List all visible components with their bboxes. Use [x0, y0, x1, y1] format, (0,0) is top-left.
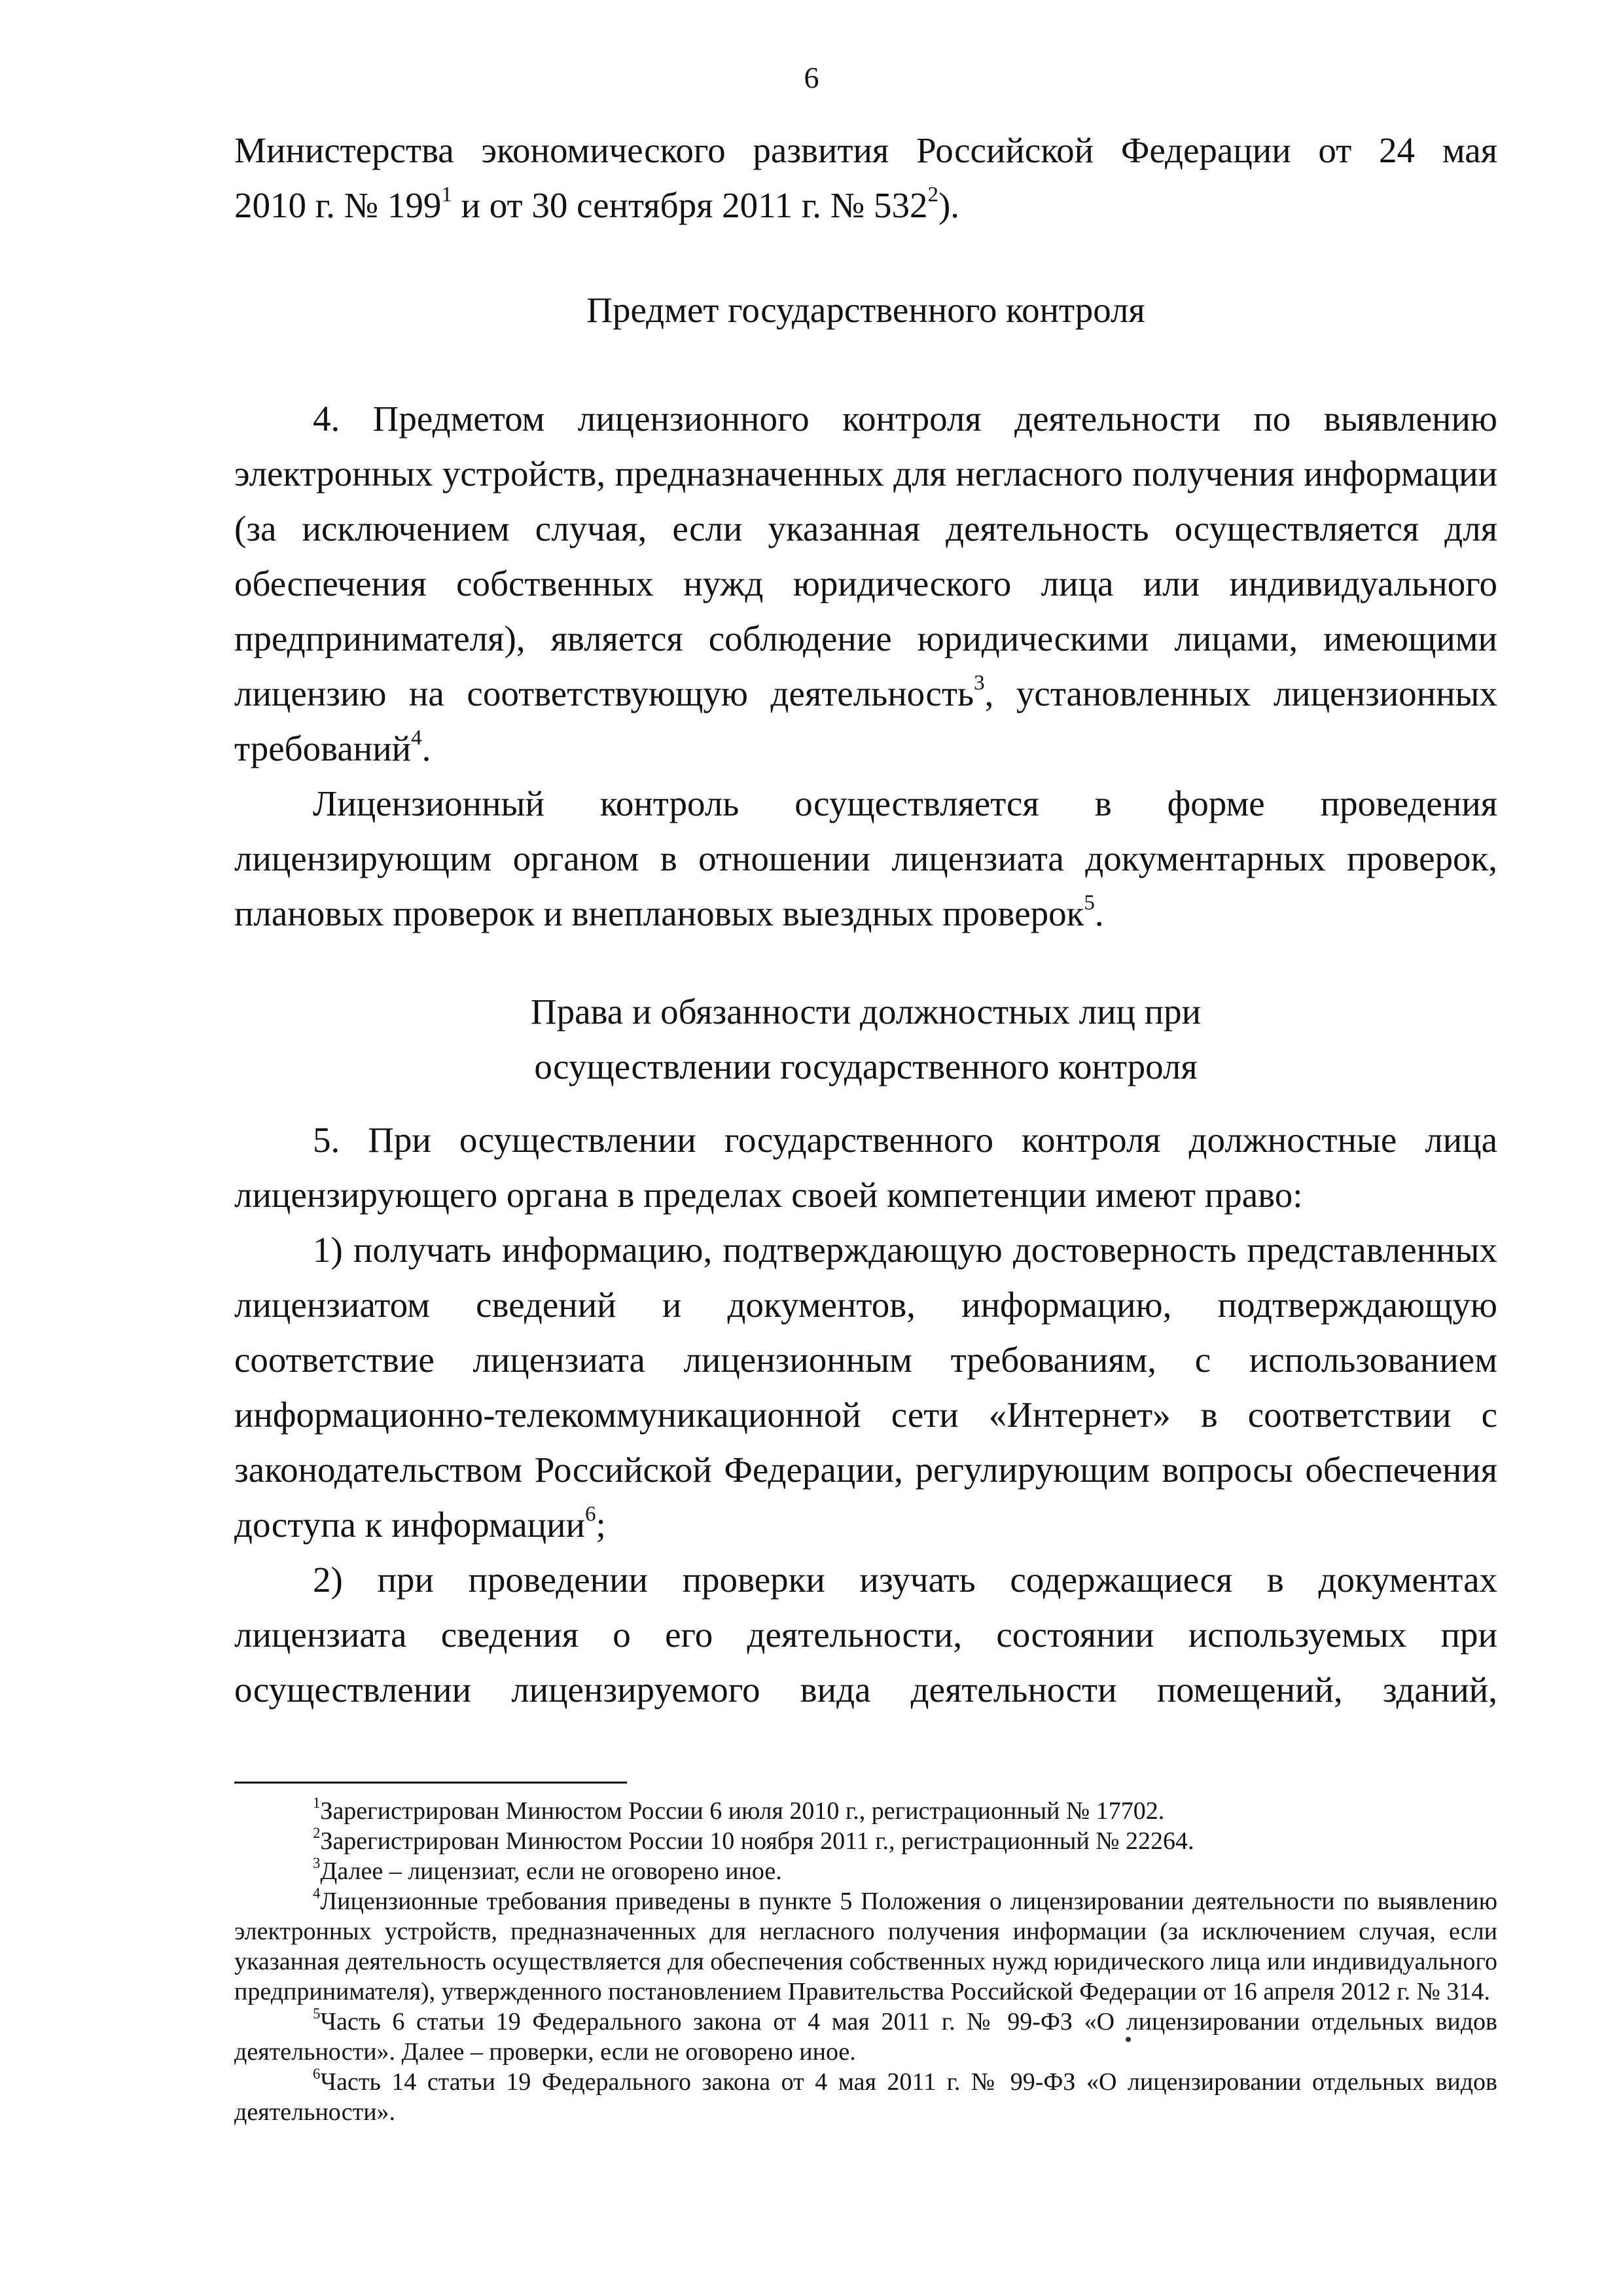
section-heading-rights-line-2: осуществлении государственного контроля — [534, 1047, 1198, 1086]
paragraph-4-block — [234, 391, 1497, 941]
footnote-number: 3 — [313, 1854, 321, 1871]
paragraph-5-block — [234, 1113, 1497, 1717]
footnote-text: Часть 14 статьи 19 Федерального закона от 4 мая 2011 г. № 99-ФЗ «О лицензировании отдельных видов деятельности». — [234, 2068, 1497, 2126]
footnote-ref-1: 1 — [441, 183, 452, 207]
paragraph-5: 5. При осуществлении государственного контроля должностные лица лицензирующего органа в пределах своей компетенции имеют право: — [234, 1120, 1497, 1215]
footnote-text: Зарегистрирован Минюстом России 6 июля 2010 г., регистрационный № 17702. — [320, 1797, 1165, 1825]
section-heading-subject: Предмет государственного контроля — [586, 290, 1145, 330]
list-item-1-text: 1) получать информацию, подтверждающую достоверность представленных лицензиатом сведений и документов, информацию, подтверждающую соответствие лицензиата лицензионным требованиям, с использованием информационно-телекоммуникационной сети «Интернет» в соответствии с законодательством Российской Федерации, регулирующим вопросы обеспечения доступа к информации — [234, 1230, 1497, 1545]
list-item-1 — [234, 1223, 1497, 1552]
footnote-number: 5 — [313, 2005, 321, 2022]
footnote-number: 4 — [313, 1884, 321, 1901]
footnote-ref-6: 6 — [584, 1502, 596, 1526]
footnote-ref-3: 3 — [974, 671, 985, 695]
footnote-1 — [234, 1796, 1497, 1826]
footnote-text: Далее – лицензиат, если не оговорено иное. — [320, 1857, 782, 1885]
paragraph-4-text-b: , установленных лицензионных требований — [234, 673, 1497, 768]
footnote-5 — [234, 2007, 1497, 2067]
footnote-ref-5: 5 — [1084, 891, 1095, 915]
footnotes — [234, 1796, 1497, 2127]
footnote-number: 2 — [313, 1824, 321, 1841]
footnote-ref-4: 4 — [411, 726, 422, 750]
footnote-6 — [234, 2067, 1497, 2127]
footnote-number: 6 — [313, 2065, 321, 2082]
footnote-3 — [234, 1856, 1497, 1886]
scan-speck — [1126, 2037, 1131, 2042]
paragraph-4b-end: . — [1094, 893, 1104, 933]
footnote-2 — [234, 1826, 1497, 1856]
intro-ref-2: и от 30 сентября 2011 г. № 532 — [452, 185, 928, 225]
footnote-ref-2: 2 — [927, 183, 938, 207]
list-item-2: 2) при проведении проверки изучать содержащиеся в документах лицензиата сведения о его деятельности, состоянии используемых при осуществлении лицензируемого вида деятельности помещений, зданий, — [234, 1560, 1497, 1710]
footnote-text: Часть 6 статьи 19 Федерального закона от 4 мая 2011 г. № 99-ФЗ «О лицензировании отдельных видов деятельности». Далее – проверки, если не оговорено иное. — [234, 2008, 1497, 2066]
intro-ref-1: 2010 г. № 199 — [234, 185, 442, 225]
footnote-4 — [234, 1886, 1497, 2007]
footnote-text: Лицензионные требования приведены в пункте 5 Положения о лицензировании деятельности по выявлению электронных устройств, предназначенных для негласного получения информации (за исключением случая, если указанная деятельность осуществляется для обеспечения собственных нужд юридического лица или индивидуального предпринимателя), утвержденного постановлением Правительства Российской Федерации от 16 апреля 2012 г. № 314. — [234, 1888, 1497, 2005]
footnote-text: Зарегистрирован Минюстом России 10 ноября 2011 г., регистрационный № 22264. — [320, 1827, 1194, 1855]
list-item-1-end: ; — [596, 1505, 606, 1545]
intro-line-2 — [234, 178, 1497, 233]
paragraph-4b — [234, 776, 1497, 941]
footnote-separator — [234, 1782, 627, 1784]
paragraph-4b-text: Лицензионный контроль осуществляется в форме проведения лицензирующим органом в отношении лицензиата документарных проверок, плановых проверок и внеплановых выездных проверок — [234, 783, 1497, 933]
footnote-number: 1 — [313, 1794, 321, 1811]
section-heading-rights-line-1: Права и обязанности должностных лиц при — [530, 992, 1202, 1031]
intro-block — [234, 123, 1497, 233]
paragraph-4-text: 4. Предметом лицензионного контроля деятельности по выявлению электронных устройств, предназначенных для негласного получения информации (за исключением случая, если указанная деятельность осуществляется для обеспечения собственных нужд юридического лица или индивидуального предпринимателя), является соблюдение юридическими лицами, имеющими лицензию на соответствующую деятельность — [234, 399, 1497, 713]
intro-line-1: Министерства экономического развития Российской Федерации от 24 мая — [234, 130, 1497, 170]
section-heading-rights — [234, 984, 1497, 1094]
paragraph-4-end: . — [421, 728, 431, 768]
intro-end: ). — [938, 185, 960, 225]
paragraph-4 — [234, 391, 1497, 776]
page-number: 6 — [804, 61, 819, 94]
